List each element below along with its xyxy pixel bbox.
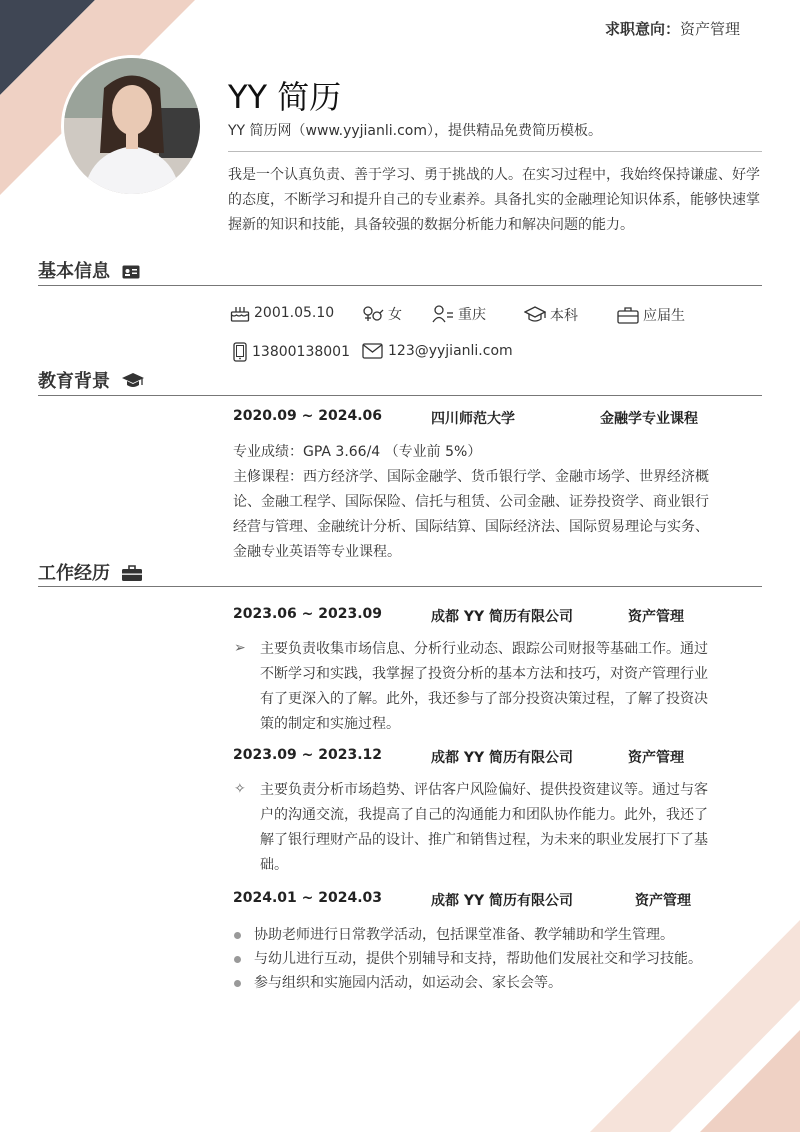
work-3-period: 2024.01 ~ 2024.03 bbox=[233, 890, 383, 906]
education-score: 专业成绩：GPA 3.66/4 （专业前 5%） bbox=[233, 444, 482, 460]
work-1-description: 主要负责收集市场信息、分析行业动态、跟踪公司财报等基础工作。通过不断学习和实践，我掌握了投资分析的基本方法和技巧，对资产管理行业有了更深入的了解。此外，我还参与了部分投资决策过程，了解了投资决策的制定和实施过程。 bbox=[260, 641, 708, 732]
work-2-company: 成都 YY 简历有限公司 bbox=[431, 750, 574, 766]
city-value: 重庆 bbox=[458, 307, 486, 323]
birthday-item bbox=[230, 304, 334, 322]
degree-value: 本科 bbox=[550, 308, 578, 324]
work-1-period: 2023.06 ~ 2023.09 bbox=[233, 606, 383, 622]
phone-item bbox=[232, 342, 350, 362]
dot-bullet-icon bbox=[234, 956, 241, 963]
work-2-description: 主要负责分析市场趋势、评估客户风险偏好、提供投资建议等。通过与客户的沟通交流，我提高了自己的沟通能力和团队协作能力。此外，我还了解了银行理财产品的设计、推广和销售过程，为未来的职业发展打下了基础。 bbox=[260, 782, 708, 873]
arrow-bullet-icon: ➢ bbox=[234, 640, 246, 656]
section-basic-line bbox=[38, 285, 762, 286]
job-target-value: 资产管理 bbox=[679, 20, 740, 38]
birthday-value: 2001.05.10 bbox=[254, 305, 335, 321]
work-3-role: 资产管理 bbox=[635, 893, 691, 909]
dot-bullet-icon bbox=[234, 932, 241, 939]
section-education-label: 教育背景 bbox=[38, 371, 110, 392]
section-basic-label: 基本信息 bbox=[38, 261, 110, 282]
graduation-cap-icon bbox=[122, 373, 144, 389]
work-3-item: 参与组织和实施园内活动，如运动会、家长会等。 bbox=[254, 975, 562, 991]
work-1-company: 成都 YY 简历有限公司 bbox=[431, 609, 574, 625]
email-value: 123@yyjianli.com bbox=[388, 343, 513, 359]
resume-name: YY 简历 bbox=[228, 78, 342, 116]
work-3-item: 与幼儿进行互动，提供个别辅导和支持，帮助他们发展社交和学习技能。 bbox=[254, 951, 702, 967]
cake-icon bbox=[230, 304, 250, 322]
work-1-role: 资产管理 bbox=[628, 609, 684, 625]
avatar bbox=[64, 58, 200, 194]
resume-subtitle: YY 简历网（www.yyjianli.com），提供精品免费简历模板。 bbox=[228, 123, 602, 139]
job-target-label: 求职意向： bbox=[604, 20, 680, 38]
gender-item bbox=[362, 304, 402, 324]
education-major: 金融学专业课程 bbox=[600, 411, 698, 427]
education-courses: 主修课程：西方经济学、国际金融学、货币银行学、金融市场学、世界经济概论、金融工程学、国际保险、信托与租赁、公司金融、证券投资学、商业银行经营与管理、金融统计分析、国际结算、国际经济法、国际贸易理论与实务、金融专业英语等专业课程。 bbox=[233, 469, 709, 560]
work-3-item: 协助老师进行日常教学活动，包括课堂准备、教学辅助和学生管理。 bbox=[254, 927, 674, 943]
status-item bbox=[617, 305, 685, 325]
phone-value: 13800138001 bbox=[252, 344, 350, 360]
mail-icon bbox=[362, 342, 384, 360]
work-3-company: 成都 YY 简历有限公司 bbox=[431, 893, 574, 909]
section-education-line bbox=[38, 395, 762, 396]
job-target bbox=[605, 18, 740, 39]
status-value: 应届生 bbox=[643, 308, 685, 324]
avatar-portrait bbox=[64, 58, 200, 194]
briefcase-icon bbox=[122, 565, 142, 581]
section-basic-info-title bbox=[38, 257, 140, 283]
header-divider bbox=[228, 151, 762, 152]
briefcase-outline-icon bbox=[617, 306, 639, 324]
sparkle-bullet-icon: ✧ bbox=[234, 781, 246, 797]
graduation-cap-outline-icon bbox=[524, 306, 546, 324]
id-card-icon bbox=[122, 265, 140, 279]
gender-value: 女 bbox=[388, 307, 402, 323]
section-work-label: 工作经历 bbox=[38, 563, 110, 584]
degree-item bbox=[524, 305, 578, 325]
user-icon bbox=[432, 305, 454, 323]
dot-bullet-icon bbox=[234, 980, 241, 987]
gender-icon bbox=[362, 305, 384, 323]
education-school: 四川师范大学 bbox=[431, 411, 515, 427]
city-item bbox=[432, 304, 486, 324]
section-work-line bbox=[38, 586, 762, 587]
work-2-period: 2023.09 ~ 2023.12 bbox=[233, 747, 383, 763]
section-education-title bbox=[38, 367, 144, 393]
phone-icon bbox=[232, 342, 248, 362]
education-period: 2020.09 ~ 2024.06 bbox=[233, 408, 383, 424]
section-work-title bbox=[38, 559, 142, 585]
work-2-role: 资产管理 bbox=[628, 750, 684, 766]
self-introduction: 我是一个认真负责、善于学习、勇于挑战的人。在实习过程中，我始终保持谦虚、好学的态度，不断学习和提升自己的专业素养。具备扎实的金融理论知识体系，能够快速掌握新的知识和技能，具备较强的数据分析能力和解决问题的能力。 bbox=[228, 167, 760, 233]
email-item bbox=[362, 342, 513, 360]
